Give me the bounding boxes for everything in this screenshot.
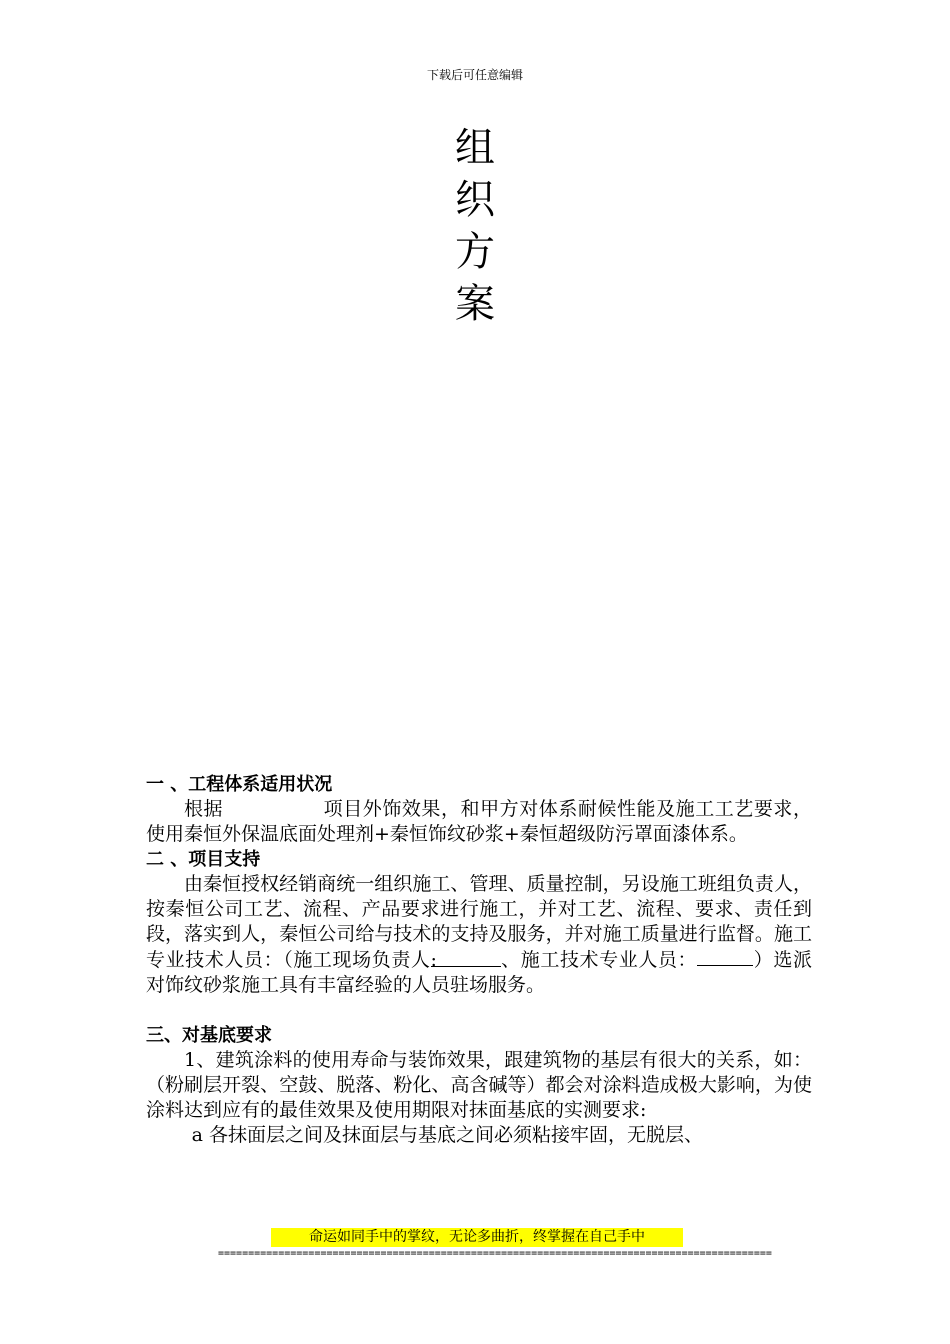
paragraph-text: ）选派对饰纹砂浆施工具有丰富经验的人员驻场服务。: [146, 949, 812, 996]
paragraph-text: 项目外饰效果，和甲方对体系耐候性能及施工工艺要求，使用秦恒外保温底面处理剂+秦恒饰纹砂浆+秦恒超级防污罩面漆体系。: [146, 798, 812, 845]
document-title: [0, 122, 950, 330]
paragraph-text: 由秦恒授权经销商统一组织施工、管理、质量控制，另设施工班组负责人，按秦恒公司工艺、流程、产品要求进行施工，并对工艺、流程、要求、责任到段，落实到人，秦恒公司给与技术的支持及服务，并对施工质量进行监督。施工专业技术人员：（施工现场负责人: [146, 873, 812, 971]
paragraph-text: 根据: [184, 798, 224, 820]
title-char: 案: [455, 281, 495, 327]
tech-staff-blank: [697, 947, 753, 966]
blank-colon: :: [430, 949, 437, 971]
paragraph-text: 、施工技术专业人员：: [500, 949, 698, 971]
section-3-item-a: a 各抹面层之间及抹面层与基底之间必须粘接牢固，无脱层、: [191, 1124, 703, 1146]
section-3-paragraph: 1、建筑涂料的使用寿命与装饰效果，跟建筑物的基层有很大的关系，如：（粉刷层开裂、空鼓、脱落、粉化、高含碱等）都会对涂料造成极大影响，为使涂料达到应有的最佳效果及使用期限对抹面基底的实测要求:: [146, 1049, 812, 1121]
document-body: [146, 772, 812, 1148]
site-manager-blank: [430, 948, 501, 971]
section-heading-1: 一 、工程体系适用状况: [146, 774, 333, 795]
title-char: 组: [455, 125, 495, 171]
section-heading-2: 二 、项目支持: [146, 849, 261, 870]
section-2-paragraph: [146, 872, 812, 998]
section-1-paragraph: [146, 797, 812, 847]
footer-divider: ============================================================================================: [218, 1248, 772, 1259]
section-spacer: [146, 998, 812, 1023]
footer-motto: 命运如同手中的掌纹，无论多曲折，终掌握在自己手中: [271, 1228, 683, 1247]
title-char: 织: [455, 177, 495, 223]
page-header-note: 下载后可任意编辑: [426, 68, 523, 82]
title-char: 方: [455, 229, 495, 275]
section-heading-3: 三、对基底要求: [146, 1025, 272, 1046]
